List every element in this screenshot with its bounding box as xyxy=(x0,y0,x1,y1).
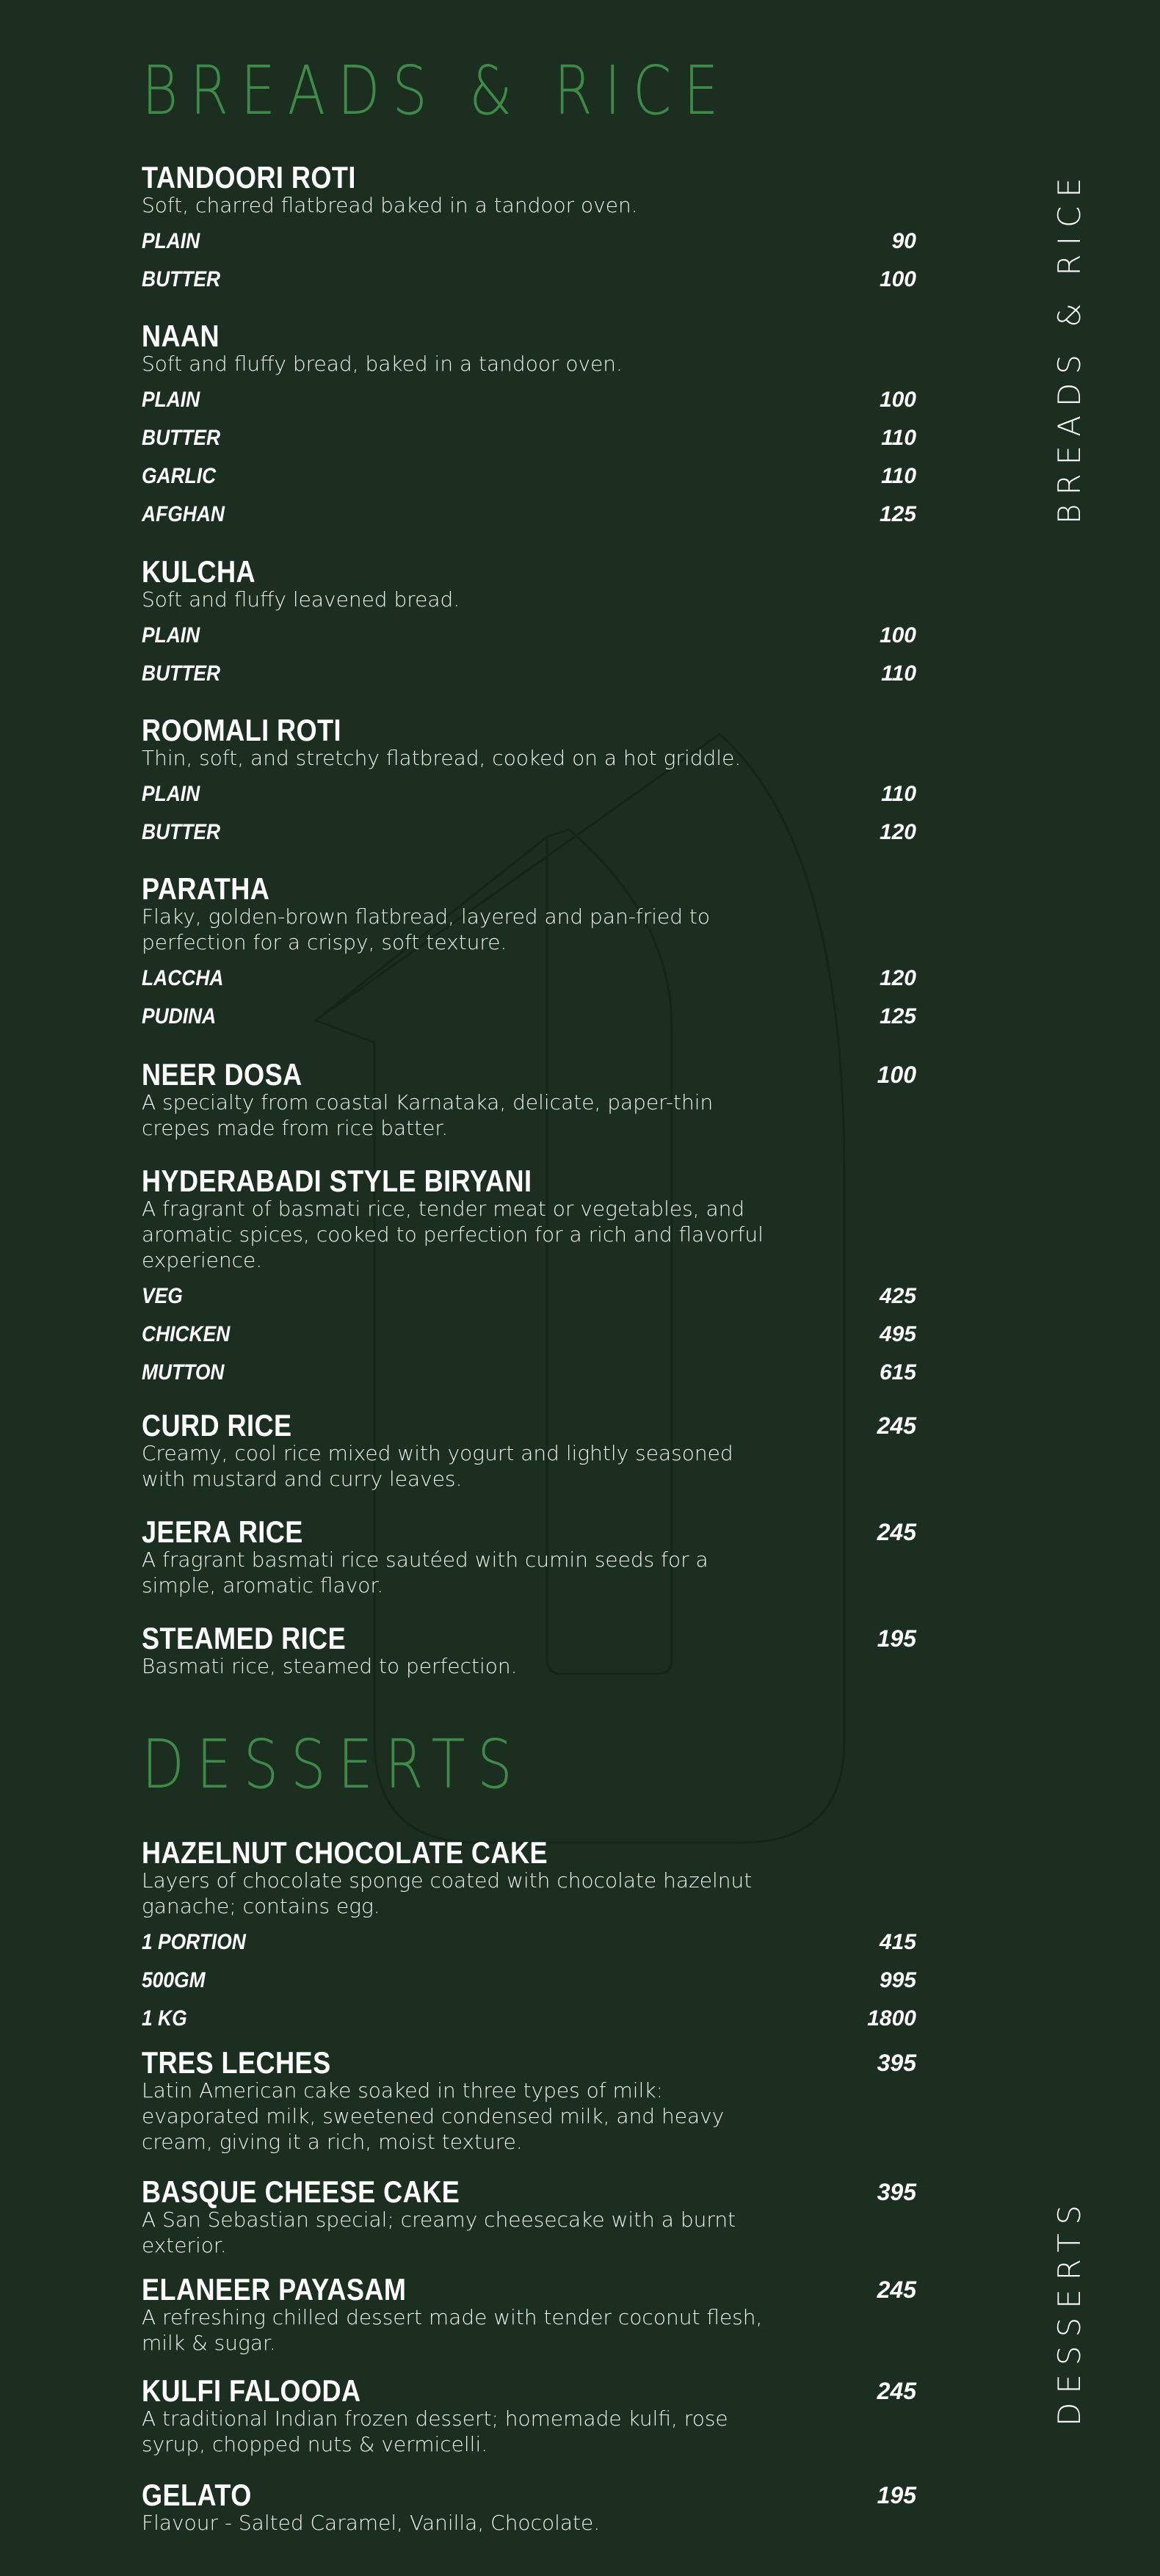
menu-item xyxy=(142,319,916,532)
menu-item-name: TRES LECHES xyxy=(142,2045,331,2080)
menu-item-name: HAZELNUT CHOCOLATE CAKE xyxy=(142,1835,548,1870)
menu-item-description: A specialty from coastal Karnataka, delicate, paper-thin crepes made from rice batter. xyxy=(142,1090,714,1140)
variant-row xyxy=(142,1960,916,1998)
menu-item-description: Creamy, cool rice mixed with yogurt and lightly seasoned with mustard and curry leaves. xyxy=(142,1441,733,1491)
variant-row xyxy=(142,615,916,653)
variant-row xyxy=(142,812,916,850)
menu-item-price: 195 xyxy=(877,1625,916,1652)
menu-item-name: KULFI FALOODA xyxy=(142,2373,361,2408)
menu-item-description: Layers of chocolate sponge coated with chocolate hazelnut ganache; contains egg. xyxy=(142,1868,753,1918)
menu-item-price: 245 xyxy=(877,1519,916,1545)
variant-price: 110 xyxy=(881,464,916,488)
menu-item-description: A fragrant of basmati rice, tender meat or vegetables, and aromatic spices, cooked to perfection for a rich and flavorful experience. xyxy=(142,1197,764,1272)
variant-row xyxy=(142,1922,916,1960)
menu-item-name: KULCHA xyxy=(142,554,256,589)
variant-price: 425 xyxy=(879,1284,916,1308)
menu-item-description: A San Sebastian special; creamy cheesecake with a burnt exterior. xyxy=(142,2207,736,2257)
variant-price: 125 xyxy=(879,502,916,526)
variant-label: PLAIN xyxy=(142,388,200,412)
menu-item-price: 395 xyxy=(877,2050,916,2076)
variant-row xyxy=(142,1314,916,1352)
menu-item xyxy=(142,1057,916,1141)
menu-item-header xyxy=(142,1057,916,1092)
variant-price: 100 xyxy=(879,388,916,412)
variant-label: BUTTER xyxy=(142,820,221,844)
variant-row xyxy=(142,418,916,456)
menu-item-name: TANDOORI ROTI xyxy=(142,160,356,195)
menu-item xyxy=(142,2373,916,2457)
menu-item xyxy=(142,1408,916,1492)
menu-item-header xyxy=(142,160,916,195)
variant-list xyxy=(142,221,916,297)
variant-price: 995 xyxy=(879,1968,916,1992)
variant-label: PLAIN xyxy=(142,782,200,806)
menu-item-description: Basmati rice, steamed to perfection. xyxy=(142,1654,518,1678)
variant-price: 110 xyxy=(881,661,916,686)
menu-item-description: A refreshing chilled dessert made with tender coconut flesh, milk & sugar. xyxy=(142,2305,763,2355)
menu-item-header xyxy=(142,2045,916,2080)
section-title-breads: BREADS & RICE xyxy=(142,51,731,130)
menu-item-header xyxy=(142,319,916,354)
variant-label: PUDINA xyxy=(142,1004,217,1028)
variant-row xyxy=(142,494,916,532)
menu-item xyxy=(142,160,916,297)
menu-item-name: HYDERABADI STYLE BIRYANI xyxy=(142,1164,532,1198)
menu-item-header xyxy=(142,2373,916,2409)
variant-label: BUTTER xyxy=(142,426,221,450)
menu-item-name: ELANEER PAYASAM xyxy=(142,2272,407,2307)
variant-price: 100 xyxy=(879,267,916,291)
menu-item-price: 195 xyxy=(877,2482,916,2508)
variant-list xyxy=(142,958,916,1034)
menu-item xyxy=(142,2272,916,2356)
variant-list xyxy=(142,1276,916,1390)
menu-item-header xyxy=(142,1408,916,1443)
menu-item xyxy=(142,1835,916,2036)
menu-item-header xyxy=(142,1835,916,1871)
variant-price: 415 xyxy=(879,1930,916,1954)
menu-item-price: 245 xyxy=(877,2378,916,2404)
variant-price: 615 xyxy=(879,1360,916,1385)
side-label-breads: BREADS & RICE xyxy=(1051,169,1087,524)
menu-item-description: Soft and fluffy bread, baked in a tandoor oven. xyxy=(142,352,623,376)
variant-price: 495 xyxy=(879,1322,916,1346)
variant-row xyxy=(142,456,916,494)
menu-item-name: STEAMED RICE xyxy=(142,1621,347,1655)
variant-price: 100 xyxy=(879,623,916,647)
variant-label: PLAIN xyxy=(142,623,200,647)
menu-item-description: Flaky, golden-brown flatbread, layered and pan-fried to perfection for a crispy, soft texture. xyxy=(142,904,710,954)
variant-row xyxy=(142,774,916,812)
variant-row xyxy=(142,653,916,692)
menu-item-header xyxy=(142,713,916,748)
menu-item xyxy=(142,1514,916,1598)
variant-row xyxy=(142,996,916,1034)
variant-row xyxy=(142,1276,916,1314)
variant-price: 1800 xyxy=(867,2006,916,2031)
menu-item-description: A fragrant basmati rice sautéed with cumin seeds for a simple, aromatic flavor. xyxy=(142,1548,708,1597)
variant-list xyxy=(142,774,916,850)
menu-item xyxy=(142,1621,916,1679)
variant-row xyxy=(142,958,916,996)
variant-price: 110 xyxy=(881,782,916,806)
variant-label: GARLIC xyxy=(142,464,217,488)
menu-item-name: NAAN xyxy=(142,319,220,353)
variant-label: MUTTON xyxy=(142,1360,225,1385)
menu-item-name: JEERA RICE xyxy=(142,1514,303,1549)
menu-item xyxy=(142,1164,916,1390)
menu-item-description: Thin, soft, and stretchy flatbread, cooked on a hot griddle. xyxy=(142,746,742,770)
menu-item-price: 100 xyxy=(877,1062,916,1088)
menu-item xyxy=(142,713,916,850)
variant-price: 120 xyxy=(879,966,916,990)
menu-item xyxy=(142,871,916,1034)
menu-item-header xyxy=(142,554,916,589)
menu-item xyxy=(142,2174,916,2258)
menu-item-price: 245 xyxy=(877,2276,916,2303)
menu-item-name: PARATHA xyxy=(142,871,270,906)
variant-label: LACCHA xyxy=(142,966,224,990)
side-label-desserts: DESSERTS xyxy=(1051,2196,1087,2426)
variant-label: CHICKEN xyxy=(142,1322,231,1346)
variant-price: 90 xyxy=(891,229,916,253)
menu-item-description: A traditional Indian frozen dessert; homemade kulfi, rose syrup, chopped nuts & vermicelli. xyxy=(142,2406,728,2456)
menu-item-description: Latin American cake soaked in three types of milk: evaporated milk, sweetened condensed milk, and heavy cream, giving it a rich, moist texture. xyxy=(142,2078,725,2154)
menu-item-name: CURD RICE xyxy=(142,1408,292,1443)
menu-item-price: 395 xyxy=(877,2179,916,2205)
variant-label: 1 KG xyxy=(142,2006,187,2031)
menu-item-price: 245 xyxy=(877,1412,916,1439)
menu-item-description: Flavour - Salted Caramel, Vanilla, Chocolate. xyxy=(142,2511,601,2535)
variant-list xyxy=(142,380,916,532)
variant-label: BUTTER xyxy=(142,661,221,686)
menu-item-name: GELATO xyxy=(142,2478,252,2512)
variant-row xyxy=(142,221,916,259)
menu-item-name: BASQUE CHEESE CAKE xyxy=(142,2174,460,2209)
menu-item-header xyxy=(142,1514,916,1550)
menu-item-header xyxy=(142,1164,916,1199)
section-title-desserts: DESSERTS xyxy=(142,1725,525,1804)
menu-item xyxy=(142,554,916,692)
variant-label: VEG xyxy=(142,1284,183,1308)
variant-price: 120 xyxy=(879,820,916,844)
variant-label: AFGHAN xyxy=(142,502,225,526)
menu-item xyxy=(142,2045,916,2155)
menu-item-header xyxy=(142,2478,916,2513)
variant-price: 125 xyxy=(879,1004,916,1028)
menu-item-name: ROOMALI ROTI xyxy=(142,713,342,747)
variant-label: 500GM xyxy=(142,1968,206,1992)
variant-row xyxy=(142,380,916,418)
variant-price: 110 xyxy=(881,426,916,450)
variant-list xyxy=(142,1922,916,2036)
variant-label: PLAIN xyxy=(142,229,200,253)
variant-row xyxy=(142,259,916,297)
menu-item xyxy=(142,2478,916,2536)
menu-item-header xyxy=(142,2272,916,2307)
menu-item-header xyxy=(142,871,916,907)
variant-row xyxy=(142,1998,916,2036)
variant-list xyxy=(142,615,916,692)
variant-label: BUTTER xyxy=(142,267,221,291)
variant-row xyxy=(142,1352,916,1390)
menu-item-description: Soft, charred flatbread baked in a tandoor oven. xyxy=(142,193,638,217)
variant-label: 1 PORTION xyxy=(142,1930,246,1954)
menu-item-header xyxy=(142,2174,916,2210)
menu-item-description: Soft and fluffy leavened bread. xyxy=(142,587,460,612)
menu-item-name: NEER DOSA xyxy=(142,1057,302,1092)
menu-item-header xyxy=(142,1621,916,1656)
